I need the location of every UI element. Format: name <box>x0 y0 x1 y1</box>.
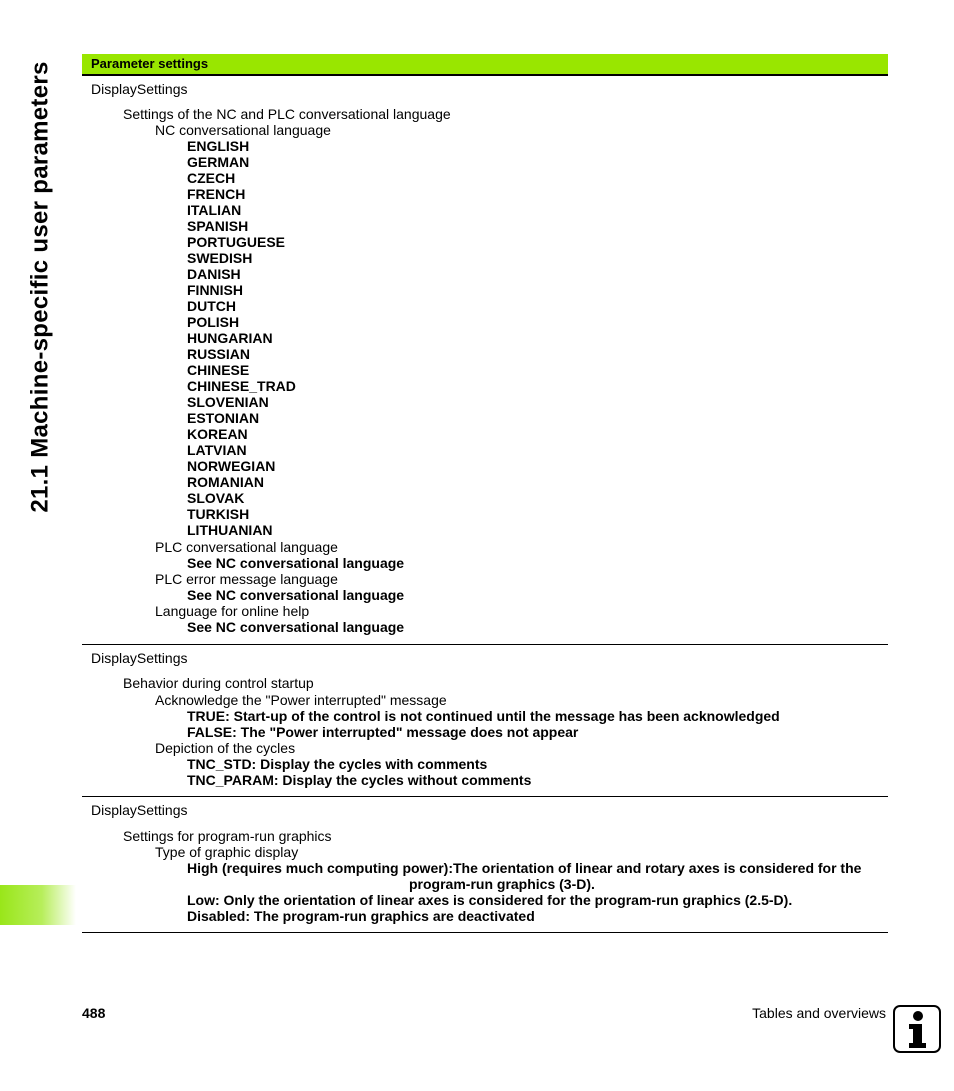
language-option: DANISH <box>187 266 241 282</box>
parameter-value-continued: program-run graphics (3-D). <box>409 876 595 892</box>
language-option: FINNISH <box>187 282 243 298</box>
group-name: DisplaySettings <box>91 81 188 97</box>
parameter-label: PLC error message language <box>155 571 338 587</box>
info-icon <box>893 1005 941 1053</box>
language-option: CZECH <box>187 170 236 186</box>
language-option: LATVIAN <box>187 442 247 458</box>
language-option: ENGLISH <box>187 138 250 154</box>
parameter-label: Acknowledge the "Power interrupted" message <box>155 692 447 708</box>
language-option: SLOVENIAN <box>187 394 269 410</box>
chapter-tab-marker <box>0 885 76 925</box>
language-option: SLOVAK <box>187 490 245 506</box>
setting-name: Behavior during control startup <box>123 675 314 691</box>
language-option: SPANISH <box>187 218 249 234</box>
parameter-value: Disabled: The program-run graphics are deactivated <box>187 908 535 924</box>
language-option: ITALIAN <box>187 202 242 218</box>
chapter-side-title <box>6 52 76 522</box>
parameter-value: See NC conversational language <box>187 587 405 603</box>
table-header-title: Parameter settings <box>91 56 209 71</box>
setting-name: Settings of the NC and PLC conversational language <box>123 106 451 122</box>
language-option: DUTCH <box>187 298 236 314</box>
footer-section-title: Tables and overviews <box>752 1005 886 1021</box>
group-name: DisplaySettings <box>91 802 188 818</box>
parameter-section-language <box>82 76 888 645</box>
language-option: SWEDISH <box>187 250 253 266</box>
language-option: PORTUGUESE <box>187 234 286 250</box>
language-option: POLISH <box>187 314 240 330</box>
info-glyph <box>895 1007 939 1051</box>
parameter-value: Low: Only the orientation of linear axes is considered for the program-run graphics (2.5-D). <box>187 892 793 908</box>
language-option: LITHUANIAN <box>187 522 273 538</box>
group-name: DisplaySettings <box>91 650 188 666</box>
page-number: 488 <box>82 1005 106 1021</box>
language-option: CHINESE <box>187 362 250 378</box>
parameter-value: See NC conversational language <box>187 619 405 635</box>
chapter-title-text: 21.1 Machine-specific user parameters <box>27 61 55 513</box>
language-option: HUNGARIAN <box>187 330 273 346</box>
language-option: CHINESE_TRAD <box>187 378 296 394</box>
table-header <box>82 54 888 76</box>
parameter-value: TNC_STD: Display the cycles with comments <box>187 756 488 772</box>
parameter-label: Type of graphic display <box>155 844 299 860</box>
parameter-section-graphics <box>82 797 888 933</box>
language-option: FRENCH <box>187 186 246 202</box>
parameter-label: PLC conversational language <box>155 539 338 555</box>
language-option: NORWEGIAN <box>187 458 276 474</box>
language-option: RUSSIAN <box>187 346 251 362</box>
parameter-value: TNC_PARAM: Display the cycles without comments <box>187 772 532 788</box>
language-option: KOREAN <box>187 426 248 442</box>
parameter-value: See NC conversational language <box>187 555 405 571</box>
language-option: TURKISH <box>187 506 250 522</box>
parameter-value: High (requires much computing power):The orientation of linear and rotary axes is considered for the <box>187 860 862 876</box>
setting-name: Settings for program-run graphics <box>123 828 332 844</box>
language-option: GERMAN <box>187 154 250 170</box>
parameter-label: Language for online help <box>155 603 310 619</box>
parameter-value: TRUE: Start-up of the control is not continued until the message has been acknowledged <box>187 708 780 724</box>
parameter-section-startup <box>82 645 888 797</box>
parameter-label: NC conversational language <box>155 122 331 138</box>
parameter-label: Depiction of the cycles <box>155 740 296 756</box>
parameter-value: FALSE: The "Power interrupted" message does not appear <box>187 724 579 740</box>
language-option: ROMANIAN <box>187 474 264 490</box>
language-option: ESTONIAN <box>187 410 260 426</box>
